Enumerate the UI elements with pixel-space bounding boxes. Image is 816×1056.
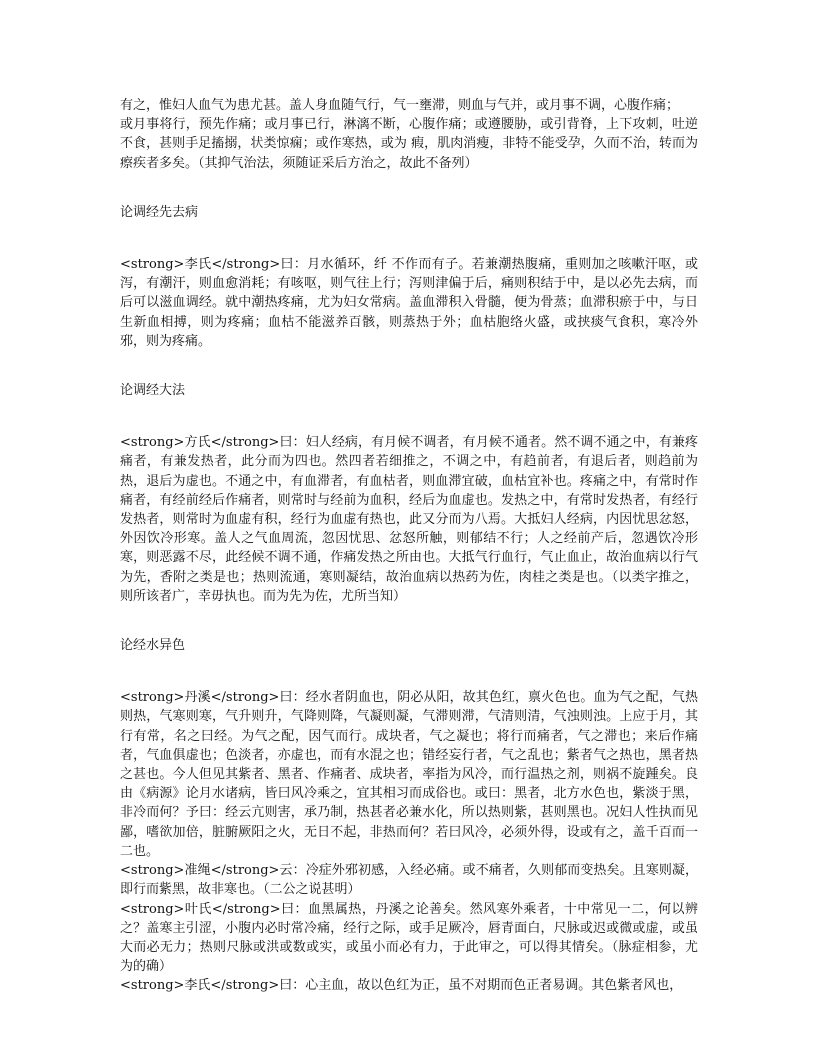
paragraph: 有之，惟妇人血气为患尤甚。盖人身血随气行，气一壅滞，则血与气并，或月事不调，心腹作痛； <box>120 98 680 113</box>
paragraph: <strong>准绳</strong>云：冷症外邪初感，入经必痛。或不痛者，久则郁而变热矣。且寒则凝，即行而紫黑，故非寒也。（二公之说甚明） <box>120 863 698 898</box>
document-page <box>120 96 698 996</box>
paragraph: <strong>叶氏</strong>曰：血黑属热，丹溪之论善矣。然风寒外乘者，十中常见一二，何以辨之？盖寒主引涩，小腹内必时常冷痛，经行之际，或手足厥冷，唇青面白，尺脉或迟或微或虚，或虽大而必无力；热则尺脉或洪或数或实，或虽小而必有力，于此审之，可以得其情矣。（脉症相参，尤为的确） <box>120 901 698 975</box>
section-heading: 论调经先去病 <box>120 204 199 220</box>
paragraph: <strong>李氏</strong>曰：心主血，故以色红为正，虽不对期而色正者易调。其色紫者风也， <box>120 978 683 994</box>
paragraph: <strong>方氏</strong>曰：妇人经病，有月候不调者，有月候不通者。然不调不通之中，有兼疼痛者，有兼发热者，此分而为四也。然四者若细推之，不调之中，有趋前者，有退后者，则趋前为热，退后为虚也。不通之中，有血滞者，有血枯者，则血滞宜破，血枯宜补也。疼痛之中，有常时作痛者，有经前经后作痛者，则常时与经前为血积，经后为血虚也。发热之中，有常时发热者，有经行发热者，则常时为血虚有积，经行为血虚有热也，此又分而为八焉。大抵妇人经病，内因忧思忿怒，外因饮冷形寒。盖人之气血周流，忽因忧思、忿怒所触，则郁结不行；人之经前产后，忽遇饮冷形寒，则恶露不尽，此经候不调不通，作痛发热之所由也。大抵气行血行，气止血止，故治血病以行气为先，香附之类是也；热则流通，寒则凝结，故治血病以热药为佐，肉桂之类是也。（以类字推之，则所该者广，幸毋执也。而为先为佐，尤所当知） <box>120 435 698 604</box>
paragraph: <strong>李氏</strong>曰：月水循环，纤 不作而有子。若兼潮热腹痛，重则加之咳嗽汗呕，或泻，有潮汗，则血愈消耗；有咳呕，则气往上行；泻则津偏于后，痛则积结于中，是以必先去病，而后可以滋血调经。就中潮热疼痛，尤为妇女常病。盖血滞积入骨髓，便为骨蒸；血滞积瘀于中，与日生新血相搏，则为疼痛；血枯不能滋养百骸，则蒸热于外；血枯胞络火盛，或挟痰气食积，寒冷外邪，则为疼痛。 <box>120 257 698 349</box>
section-heading: 论经水异色 <box>120 638 186 654</box>
section-heading: 论调经大法 <box>120 383 186 399</box>
paragraph: <strong>丹溪</strong>曰：经水者阴血也，阴必从阳，故其色红，禀火色也。血为气之配，气热则热，气寒则寒，气升则升，气降则降，气凝则凝，气滞则滞，气清则清，气浊则浊。上应于月，其行有常，名之曰经。为气之配，因气而行。成块者，气之凝也；将行而痛者，气之滞也；来后作痛者，气血俱虚也；色淡者，亦虚也，而有水混之也；错经妄行者，气之乱也；紫者气之热也，黑者热之甚也。今人但见其紫者、黑者、作痛者、成块者，率指为风冷，而行温热之剂，则祸不旋踵矣。良由《病源》论月水诸病，皆曰风冷乘之，宜其相习而成俗也。或曰：黑者，北方水色也，紫淡于黑，非冷而何？予曰：经云亢则害，承乃制，热甚者必兼水化，所以热则紫，甚则黑也。况妇人性执而见鄙，嗜欲加倍，脏腑厥阳之火，无日不起，非热而何？若曰风冷，必须外得，设或有之，盖千百而一二也。 <box>120 690 698 859</box>
paragraph: 或月事将行，预先作痛；或月事已行，淋漓不断，心腹作痛；或遵腰胁，或引背脊，上下攻刺，吐逆不食，甚则手足搐搦，状类惊痫；或作寒热，或为 瘕，肌肉消瘦，非特不能受孕，久而不治，转而为瘵疾者多矣。（其抑气治法，须随证采后方治之，故此不备列） <box>120 117 698 171</box>
